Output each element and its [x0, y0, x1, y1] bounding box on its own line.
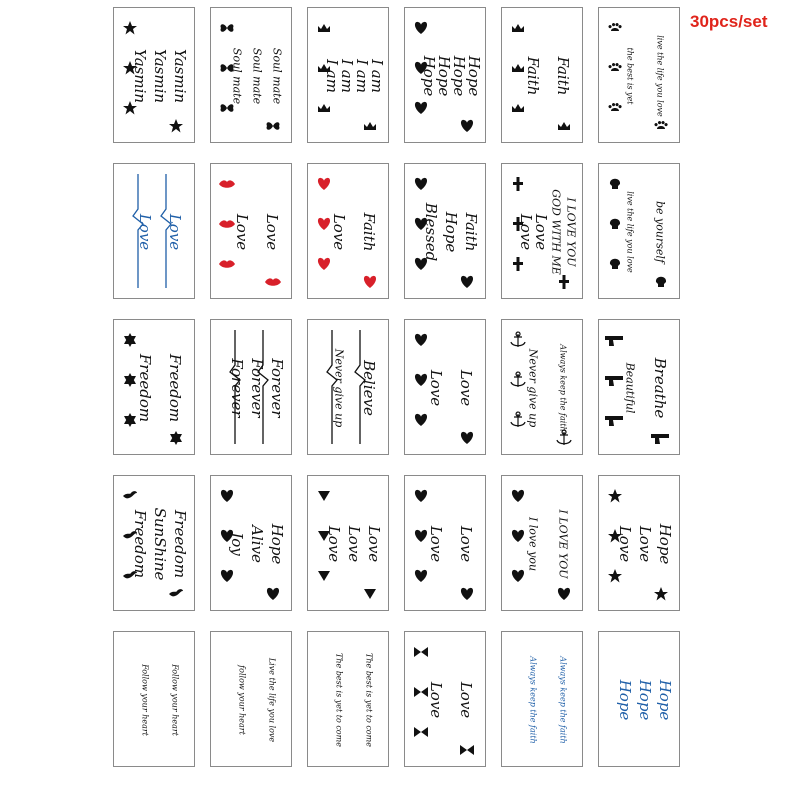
- heart-icon: [461, 588, 473, 600]
- heart-icon: [415, 374, 427, 386]
- paw-icon: [608, 63, 621, 71]
- tattoo-word: Yasmin: [131, 48, 149, 104]
- paw-icon: [654, 121, 667, 129]
- heart-icon: [318, 178, 330, 190]
- heart-icon: [221, 490, 233, 502]
- skull-icon: [610, 179, 620, 189]
- tattoo-sheet: [210, 163, 292, 299]
- tattoo-sheet: [307, 163, 389, 299]
- bow-icon: [460, 745, 474, 755]
- tattoo-word: Love: [457, 369, 475, 407]
- cross-icon: [513, 177, 523, 191]
- heart-icon: [415, 414, 427, 426]
- crown-icon: [318, 104, 330, 112]
- tattoo-sheet: [404, 631, 486, 767]
- tattoo-word: Love: [136, 213, 154, 251]
- triangle-icon: [318, 491, 330, 501]
- tattoo-word: live the life you love: [625, 191, 635, 273]
- tattoo-sheet: [501, 7, 583, 143]
- tattoo-word: Love: [233, 213, 251, 251]
- tattoo-sheet: [598, 319, 680, 455]
- tattoo-art: [502, 632, 582, 766]
- heart-icon: [461, 276, 473, 288]
- butterfly-icon: [221, 24, 234, 32]
- tattoo-art: [308, 632, 388, 766]
- tattoo-word: Love: [345, 525, 363, 563]
- tattoo-word: GOD WITH ME: [549, 189, 562, 275]
- skull-icon: [656, 277, 666, 287]
- crown-icon: [512, 104, 524, 112]
- tattoo-word: Freedom: [166, 353, 184, 423]
- tattoo-word: follow your heart: [237, 665, 247, 735]
- heart-icon: [415, 22, 427, 34]
- tattoo-word: Freedom: [131, 509, 149, 579]
- revolver-icon: [651, 434, 669, 444]
- tattoo-word: Hope: [268, 523, 286, 565]
- crown-icon: [512, 24, 524, 32]
- lips-icon: [219, 180, 235, 187]
- tattoo-word: Love: [531, 213, 550, 251]
- tattoo-word: Love: [325, 525, 343, 563]
- heart-icon: [415, 102, 427, 114]
- tattoo-sheet: [113, 631, 195, 767]
- tattoo-sheet: [307, 7, 389, 143]
- anchor-icon: [511, 332, 525, 347]
- tattoo-word: Always keep the faith: [528, 656, 538, 744]
- tattoo-word: Love: [365, 525, 383, 563]
- skull-icon: [610, 259, 620, 269]
- tattoo-sheet: [598, 163, 680, 299]
- tattoo-word: Faith: [554, 56, 572, 96]
- tattoo-word: I am: [322, 59, 341, 93]
- heart-icon: [318, 218, 330, 230]
- tattoo-word: Hope: [464, 55, 483, 97]
- tattoo-word: Joy: [228, 532, 246, 556]
- bow-icon: [414, 687, 428, 697]
- tattoo-word: Hope: [442, 211, 460, 253]
- tattoo-word: Faith: [360, 212, 378, 252]
- tattoo-word: Follow your heart: [140, 664, 150, 736]
- tattoo-word: Forever: [228, 358, 246, 418]
- tattoo-word: Love: [457, 525, 475, 563]
- triangle-icon: [364, 589, 376, 599]
- heart-icon: [364, 276, 376, 288]
- tattoo-word: Always keep the faith: [558, 656, 568, 744]
- tattoo-word: Hope: [434, 55, 453, 97]
- tattoo-word: the best is yet: [625, 47, 635, 105]
- tattoo-word: I LOVE YOU: [564, 197, 577, 267]
- tattoo-word: Love: [427, 369, 445, 407]
- tattoo-sheet: [598, 631, 680, 767]
- bird-icon: [169, 589, 183, 596]
- cross-icon: [513, 257, 523, 271]
- tattoo-sheet: [501, 319, 583, 455]
- heart-icon: [461, 432, 473, 444]
- revolver-icon: [605, 376, 623, 386]
- anchor-icon: [511, 412, 525, 427]
- triangle-icon: [318, 571, 330, 581]
- butterfly-icon: [267, 122, 280, 130]
- tattoo-sheet: [307, 319, 389, 455]
- tattoo-word: be yourself: [653, 201, 667, 263]
- tattoo-word: Soul mate: [270, 47, 284, 105]
- tattoo-sheet: [113, 163, 195, 299]
- tattoo-sheet: [404, 475, 486, 611]
- tattoo-sheet: [598, 475, 680, 611]
- tattoo-word: Love: [263, 213, 281, 251]
- star-icon: [123, 21, 137, 35]
- tattoo-art: [502, 476, 582, 610]
- tattoo-word: Soul mate: [230, 47, 244, 105]
- paw-icon: [608, 23, 621, 31]
- tattoo-word: Faith: [524, 56, 542, 96]
- set-count-label: 30pcs/set: [690, 12, 768, 31]
- tattoo-word: Yasmin: [151, 48, 169, 104]
- bow-icon: [414, 647, 428, 657]
- star-icon: [654, 587, 668, 601]
- heart-icon: [512, 570, 524, 582]
- tattoo-word: Forever: [268, 358, 286, 418]
- tattoo-word: Follow your heart: [170, 664, 180, 736]
- tattoo-word: I am: [367, 59, 386, 93]
- tattoo-sheet: [501, 163, 583, 299]
- tattoo-word: I LOVE YOU: [556, 509, 570, 579]
- tattoo-word: Love: [166, 213, 184, 251]
- tattoo-word: I am: [352, 59, 371, 93]
- tattoo-word: Love: [427, 681, 445, 719]
- butterfly-icon: [221, 104, 234, 112]
- star-icon: [608, 569, 622, 583]
- revolver-icon: [605, 416, 623, 426]
- tattoo-word: Never give up: [526, 348, 540, 428]
- tattoo-word: The best is yet to come: [334, 653, 344, 747]
- tattoo-word: I love you: [526, 516, 540, 572]
- tattoo-word: Love: [457, 681, 475, 719]
- tattoo-word: Hope: [656, 523, 674, 565]
- tattoo-word: Blessed: [422, 202, 440, 262]
- tattoo-art: [114, 632, 194, 766]
- hexagram-icon: [124, 373, 136, 387]
- anchor-icon: [557, 430, 571, 445]
- hexagram-icon: [124, 413, 136, 427]
- tattoo-word: Yasmin: [171, 48, 189, 104]
- tattoo-word: Always keep the faith: [558, 344, 568, 432]
- crown-icon: [558, 122, 570, 130]
- tattoo-word: Freedom: [136, 353, 154, 423]
- tattoo-word: Love: [636, 525, 654, 563]
- lips-icon: [265, 278, 281, 285]
- heart-icon: [461, 120, 473, 132]
- revolver-icon: [605, 336, 623, 346]
- tattoo-word: Love: [616, 525, 634, 563]
- anchor-icon: [511, 372, 525, 387]
- heart-icon: [512, 490, 524, 502]
- tattoo-sheet: [113, 475, 195, 611]
- heart-icon: [415, 490, 427, 502]
- tattoo-word: Hope: [616, 679, 634, 721]
- hexagram-icon: [124, 333, 136, 347]
- heart-icon: [415, 530, 427, 542]
- tattoo-word: Live the life you love: [267, 657, 277, 743]
- tattoo-word: Love: [330, 213, 348, 251]
- tattoo-word: Breathe: [651, 357, 669, 419]
- crown-icon: [318, 24, 330, 32]
- tattoo-sheet: [307, 631, 389, 767]
- tattoo-art: [211, 632, 291, 766]
- tattoo-sheet: [307, 475, 389, 611]
- tattoo-word: Believe: [360, 360, 378, 416]
- tattoo-word: Forever: [248, 358, 266, 418]
- star-icon: [608, 489, 622, 503]
- bird-icon: [123, 491, 137, 498]
- tattoo-art: [599, 8, 679, 142]
- tattoo-word: SunShine: [151, 507, 169, 581]
- heart-icon: [415, 570, 427, 582]
- tattoo-word: live the life you love: [655, 35, 665, 117]
- heart-icon: [415, 334, 427, 346]
- tattoo-word: I am: [337, 59, 356, 93]
- tattoo-word: Soul mate: [250, 47, 264, 105]
- tattoo-art: [599, 164, 679, 298]
- hexagram-icon: [170, 431, 182, 445]
- tattoo-word: Love: [427, 525, 445, 563]
- crown-icon: [512, 64, 524, 72]
- bow-icon: [414, 727, 428, 737]
- lips-icon: [219, 260, 235, 267]
- tattoo-word: The best is yet to come: [364, 653, 374, 747]
- tattoo-sheet: [501, 475, 583, 611]
- tattoo-sheet: [210, 319, 292, 455]
- tattoo-word: Hope: [449, 55, 468, 97]
- crown-icon: [364, 122, 376, 130]
- tattoo-word: Beautiful: [623, 362, 637, 414]
- heart-icon: [558, 588, 570, 600]
- tattoo-sheet: [404, 7, 486, 143]
- tattoo-word: Hope: [636, 679, 654, 721]
- heart-icon: [221, 570, 233, 582]
- tattoo-word: Never give up: [332, 348, 346, 428]
- heart-icon: [415, 178, 427, 190]
- tattoo-sheet: [404, 319, 486, 455]
- heart-icon: [512, 530, 524, 542]
- heart-icon: [318, 258, 330, 270]
- tattoo-sheet: [404, 163, 486, 299]
- tattoo-word: Freedom: [171, 509, 189, 579]
- tattoo-sheet: [210, 631, 292, 767]
- tattoo-word: Faith: [462, 212, 480, 252]
- heart-icon: [267, 588, 279, 600]
- tattoo-sheet: [210, 7, 292, 143]
- tattoo-word: Alive: [248, 525, 266, 563]
- tattoo-art: [502, 320, 582, 454]
- cross-icon: [559, 275, 569, 289]
- tattoo-sheet: [113, 319, 195, 455]
- tattoo-word: Love: [516, 213, 535, 251]
- skull-icon: [610, 219, 620, 229]
- tattoo-sheet: [598, 7, 680, 143]
- tattoo-sheet: [210, 475, 292, 611]
- paw-icon: [608, 103, 621, 111]
- tattoo-word: Hope: [419, 55, 438, 97]
- star-icon: [169, 119, 183, 133]
- tattoo-word: Hope: [656, 679, 674, 721]
- tattoo-sheet: [501, 631, 583, 767]
- tattoo-sheet: [113, 7, 195, 143]
